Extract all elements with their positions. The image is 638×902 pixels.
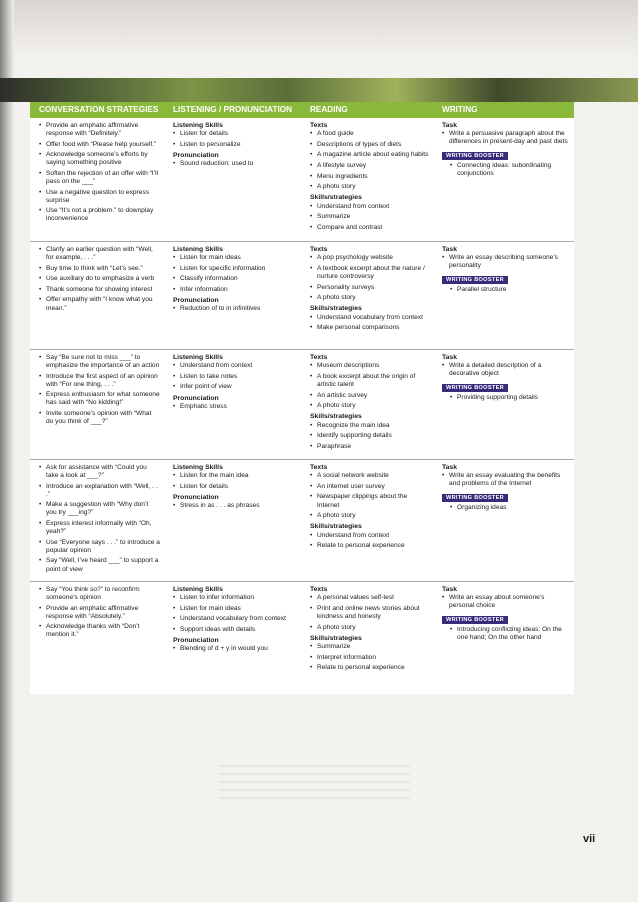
list-item: • Museum descriptions — [310, 362, 429, 370]
list-item: • A photo story — [310, 624, 429, 632]
task-heading: Task — [442, 354, 457, 361]
list-item: • Understand from context — [173, 362, 297, 370]
list-item: • Make personal comparisons — [310, 324, 429, 332]
list-item: • Use “It’s not a problem.” to downplay inconvenience — [39, 207, 160, 223]
binding-edge — [0, 0, 14, 902]
skills-strategies-heading: Skills/strategies — [310, 305, 362, 313]
list-item: • Clarify an earlier question with “Well, for example, . . .” — [39, 246, 160, 262]
skills-strategies-heading: Skills/strategies — [310, 634, 362, 642]
listening-skills-heading: Listening Skills — [173, 354, 223, 361]
writing-booster-badge: WRITING BOOSTER — [442, 616, 508, 624]
list-item: • Use a negative question to express surprise — [39, 189, 160, 205]
list-item: • Offer empathy with “I know what you mean.” — [39, 296, 160, 312]
list-item: • Infer information — [173, 286, 297, 294]
list-item: • Write an essay describing someone’s personality — [442, 254, 570, 270]
list-item: • Introduce the first aspect of an opinion with “For one thing, . . .” — [39, 373, 160, 389]
list-item: • Acknowledge someone’s efforts by saying something positive — [39, 151, 160, 167]
pronunciation-heading: Pronunciation — [173, 297, 219, 305]
pronunciation-heading: Pronunciation — [173, 637, 219, 645]
list-item: • Provide an emphatic affirmative response with “Definitely.” — [39, 122, 160, 138]
list-item: • Say “Be sure not to miss ___” to emphasize the importance of an action — [39, 354, 160, 370]
writing-cell — [433, 118, 574, 241]
list-item: • Ask for assistance with “Could you take a look at ___?” — [39, 464, 160, 480]
list-item: • Listen for specific information — [173, 265, 297, 273]
list-item: • Write a persuasive paragraph about the differences in present-day and past diets — [442, 130, 570, 146]
listening-cell — [164, 242, 301, 349]
task-heading: Task — [442, 122, 457, 129]
listening-cell — [164, 460, 301, 581]
conversation-cell — [30, 582, 164, 694]
list-item: • Soften the rejection of an offer with “I’ll pass on the ___” — [39, 170, 160, 186]
texts-heading: Texts — [310, 354, 328, 361]
list-item: • Compare and contrast — [310, 224, 429, 232]
listening-skills-heading: Listening Skills — [173, 122, 223, 129]
list-item: • A photo story — [310, 183, 429, 191]
list-item: • Introducing conflicting ideas: On the one hand; On the other hand — [450, 626, 570, 642]
listening-skills-heading: Listening Skills — [173, 246, 223, 253]
list-item: • Provide an emphatic affirmative response with “Absolutely.” — [39, 605, 160, 621]
list-item: • Understand vocabulary from context — [173, 615, 297, 623]
list-item: • A photo story — [310, 294, 429, 302]
skills-strategies-heading: Skills/strategies — [310, 523, 362, 531]
list-item: • Relate to personal experience — [310, 542, 429, 550]
list-item: • A food guide — [310, 130, 429, 138]
table-row — [30, 582, 574, 694]
table-row — [30, 460, 574, 582]
list-item: • Summarize — [310, 213, 429, 221]
list-item: • Say “Well, I’ve heard ___” to support a point of view — [39, 557, 160, 573]
listening-skills-heading: Listening Skills — [173, 464, 223, 471]
reading-cell — [301, 350, 433, 459]
list-item: • Personality surveys — [310, 284, 429, 292]
writing-booster-badge: WRITING BOOSTER — [442, 384, 508, 392]
page-top-shadow — [0, 0, 638, 60]
writing-booster-badge: WRITING BOOSTER — [442, 276, 508, 284]
pronunciation-heading: Pronunciation — [173, 394, 219, 402]
list-item: • Make a suggestion with “Why don’t you try ___ing?” — [39, 501, 160, 517]
header-photo-strip — [0, 78, 638, 102]
list-item: • An internet user survey — [310, 483, 429, 491]
header-listening-pronunciation: LISTENING / PRONUNCIATION — [173, 105, 293, 114]
list-item: • Sound reduction: used to — [173, 160, 297, 168]
task-heading: Task — [442, 246, 457, 253]
writing-booster-badge: WRITING BOOSTER — [442, 152, 508, 160]
conversation-cell — [30, 350, 164, 459]
list-item: • A book excerpt about the origin of artistic talent — [310, 373, 429, 389]
writing-cell — [433, 242, 574, 349]
list-item: • Express enthusiasm for what someone has said with “No kidding!” — [39, 391, 160, 407]
list-item: • Stress in as . . . as phrases — [173, 502, 297, 510]
list-item: • A personal values self-test — [310, 594, 429, 602]
writing-cell — [433, 350, 574, 459]
texts-heading: Texts — [310, 246, 328, 253]
listening-cell — [164, 350, 301, 459]
list-item: • Descriptions of types of diets — [310, 141, 429, 149]
reading-cell — [301, 582, 433, 694]
list-item: • Use “Everyone says . . .” to introduce a popular opinion — [39, 539, 160, 555]
list-item: • Offer food with “Please help yourself.” — [39, 141, 160, 149]
texts-heading: Texts — [310, 464, 328, 471]
list-item: • Listen to infer information — [173, 594, 297, 602]
list-item: • Acknowledge thanks with “Don’t mention it.” — [39, 623, 160, 639]
table-row — [30, 350, 574, 460]
listening-cell — [164, 582, 301, 694]
list-item: • Invite someone’s opinion with “What do you think of ___?” — [39, 410, 160, 426]
list-item: • Blending of d + y in would you — [173, 645, 297, 653]
reading-cell — [301, 242, 433, 349]
skills-strategies-heading: Skills/strategies — [310, 413, 362, 421]
reading-cell — [301, 118, 433, 241]
list-item: • Support ideas with details — [173, 626, 297, 634]
conversation-cell — [30, 460, 164, 581]
task-heading: Task — [442, 586, 457, 593]
list-item: • Listen for details — [173, 483, 297, 491]
writing-cell — [433, 582, 574, 694]
writing-cell — [433, 460, 574, 581]
conversation-cell — [30, 242, 164, 349]
conversation-cell — [30, 118, 164, 241]
list-item: • A lifestyle survey — [310, 162, 429, 170]
list-item: • Write an essay evaluating the benefits and problems of the Internet — [442, 472, 570, 488]
listening-cell — [164, 118, 301, 241]
listening-skills-heading: Listening Skills — [173, 586, 223, 593]
list-item: • A pop psychology website — [310, 254, 429, 262]
list-item: • Listen for details — [173, 130, 297, 138]
list-item: • Buy time to think with “Let’s see.” — [39, 265, 160, 273]
header-writing: WRITING — [442, 105, 478, 114]
list-item: • Infer point of view — [173, 383, 297, 391]
table-row — [30, 242, 574, 350]
skills-strategies-heading: Skills/strategies — [310, 194, 362, 202]
list-item: • Write a detailed description of a decorative object — [442, 362, 570, 378]
list-item: • Understand vocabulary from context — [310, 314, 429, 322]
list-item: • Introduce an explanation with “Well, . . .” — [39, 483, 160, 499]
list-item: • A photo story — [310, 512, 429, 520]
list-item: • Interpret information — [310, 654, 429, 662]
table-header — [30, 102, 574, 118]
bleed-through-text — [220, 765, 410, 805]
list-item: • An artistic survey — [310, 392, 429, 400]
list-item: • A social network website — [310, 472, 429, 480]
list-item: • Listen for main ideas — [173, 254, 297, 262]
list-item: • Classify information — [173, 275, 297, 283]
page-number: vii — [583, 833, 596, 845]
list-item: • Paraphrase — [310, 443, 429, 451]
list-item: • Thank someone for showing interest — [39, 286, 160, 294]
writing-booster-badge: WRITING BOOSTER — [442, 494, 508, 502]
list-item: • Recognize the main idea — [310, 422, 429, 430]
list-item: • Organizing ideas — [450, 504, 570, 512]
list-item: • Reduction of to in infinitives — [173, 305, 297, 313]
list-item: • Say “You think so?” to reconfirm someone’s opinion — [39, 586, 160, 602]
pronunciation-heading: Pronunciation — [173, 151, 219, 159]
list-item: • Listen for the main idea — [173, 472, 297, 480]
texts-heading: Texts — [310, 122, 328, 129]
texts-heading: Texts — [310, 586, 328, 593]
list-item: • A magazine article about eating habits — [310, 151, 429, 159]
list-item: • A photo story — [310, 402, 429, 410]
list-item: • Print and online news stories about kindness and honesty — [310, 605, 429, 621]
list-item: • Listen for main ideas — [173, 605, 297, 613]
list-item: • Identify supporting details — [310, 432, 429, 440]
table-row — [30, 118, 574, 242]
scope-and-sequence-table — [30, 102, 574, 694]
pronunciation-heading: Pronunciation — [173, 493, 219, 501]
list-item: • Use auxiliary do to emphasize a verb — [39, 275, 160, 283]
list-item: • Write an essay about someone’s personal choice — [442, 594, 570, 610]
list-item: • Understand from context — [310, 203, 429, 211]
list-item: • Listen to take notes — [173, 373, 297, 381]
task-heading: Task — [442, 464, 457, 471]
list-item: • Parallel structure — [450, 286, 570, 294]
header-conversation-strategies: CONVERSATION STRATEGIES — [39, 105, 159, 114]
reading-cell — [301, 460, 433, 581]
list-item: • Emphatic stress — [173, 403, 297, 411]
list-item: • Newspaper clippings about the Internet — [310, 493, 429, 509]
list-item: • Menu ingredients — [310, 173, 429, 181]
list-item: • Relate to personal experience — [310, 664, 429, 672]
list-item: • Listen to personalize — [173, 141, 297, 149]
list-item: • Summarize — [310, 643, 429, 651]
list-item: • Express interest informally with “Oh, yeah?” — [39, 520, 160, 536]
list-item: • A textbook excerpt about the nature / nurture controversy — [310, 265, 429, 281]
list-item: • Providing supporting details — [450, 394, 570, 402]
list-item: • Connecting ideas: subordinating conjunctions — [450, 162, 570, 178]
list-item: • Understand from context — [310, 532, 429, 540]
header-reading: READING — [310, 105, 348, 114]
